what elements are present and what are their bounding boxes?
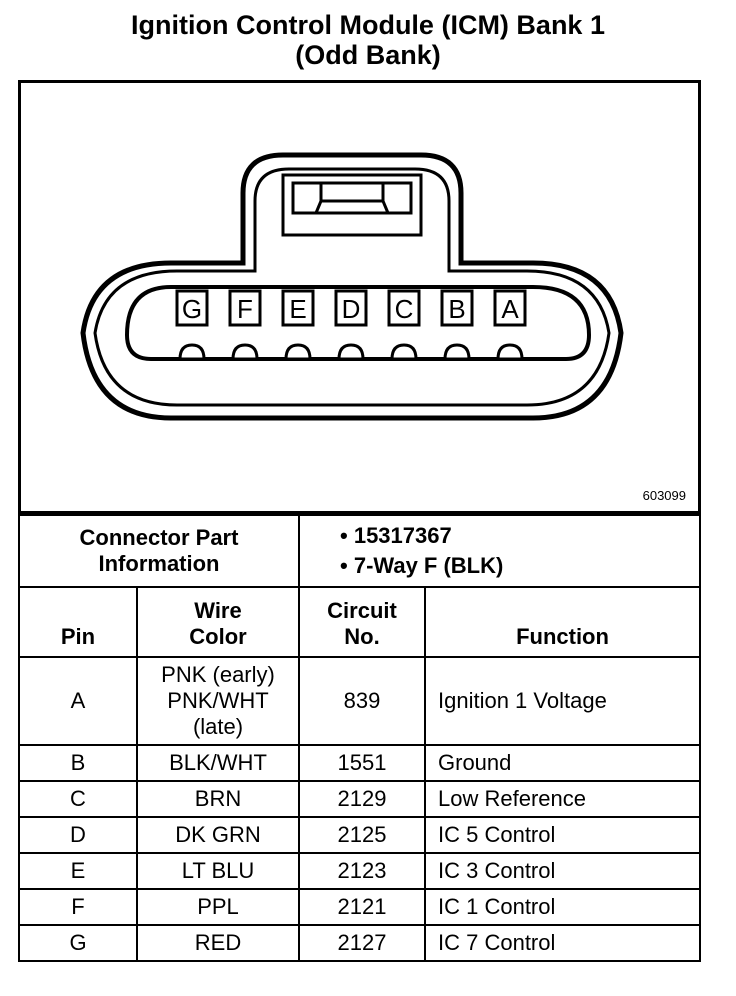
pin-cell: F: [19, 889, 137, 925]
wire-color-cell: [137, 817, 299, 853]
function-cell: Ignition 1 Voltage: [425, 657, 700, 745]
wire-color-text: PNK (early): [161, 662, 275, 687]
pin-key-bump: [392, 345, 416, 359]
pin-row-f: [19, 889, 700, 925]
header-wire-color-line-1: Wire: [194, 598, 242, 623]
title-line-1: Ignition Control Module (ICM) Bank 1: [131, 10, 605, 40]
pinout-rows: [19, 657, 700, 961]
wire-color-text: LT BLU: [181, 858, 255, 883]
bullet: •: [340, 523, 348, 548]
wire-color-cell: [137, 925, 299, 961]
circuit-cell: 2123: [299, 853, 425, 889]
pin-cell: G: [19, 925, 137, 961]
pin-label-f: F: [237, 294, 253, 324]
wire-color-cell: [137, 853, 299, 889]
connector-info-values: [299, 515, 700, 587]
pin-row-g: [19, 925, 700, 961]
pinout-table: [18, 514, 701, 962]
connector-type: [340, 551, 695, 581]
wire-color-cell: [137, 781, 299, 817]
connector-info-label-line-2: Information: [98, 551, 220, 576]
pin-cell: E: [19, 853, 137, 889]
connector-info-row: [19, 515, 700, 587]
pin-row-e: [19, 853, 700, 889]
circuit-cell: 2129: [299, 781, 425, 817]
circuit-cell: 1551: [299, 745, 425, 781]
header-row: [19, 587, 700, 657]
function-cell: IC 3 Control: [425, 853, 700, 889]
header-function: Function: [425, 587, 700, 657]
function-cell: IC 5 Control: [425, 817, 700, 853]
pin-cell: C: [19, 781, 137, 817]
latch-tab: [316, 201, 388, 213]
pin-row-a: [19, 657, 700, 745]
connector-type-text: 7-Way F (BLK): [353, 553, 504, 578]
wire-color-cell: [137, 889, 299, 925]
pin-cell: D: [19, 817, 137, 853]
wire-color-text: PNK/WHT: [167, 688, 269, 713]
wire-color-text: RED: [194, 930, 242, 955]
pin-row-d: [19, 817, 700, 853]
wire-color-text: (late): [192, 714, 244, 739]
pin-key-bump: [233, 345, 257, 359]
pin-key-bump: [180, 345, 204, 359]
pin-label-g: G: [181, 294, 203, 324]
pin-row-c: [19, 781, 700, 817]
connector-drawing: [21, 83, 698, 511]
function-cell: Low Reference: [425, 781, 700, 817]
pin-row-b: [19, 745, 700, 781]
function-cell: IC 7 Control: [425, 925, 700, 961]
pin-label-a: A: [501, 294, 519, 324]
wire-color-cell: [137, 745, 299, 781]
pin-label-b: B: [448, 294, 466, 324]
wire-color-text: DK GRN: [175, 822, 261, 847]
figure-id: 603099: [642, 488, 686, 503]
bullet: •: [340, 553, 348, 578]
wire-color-cell: [137, 657, 299, 745]
pin-key-bump: [498, 345, 522, 359]
header-circuit-line-2: No.: [344, 624, 380, 649]
connector-figure: [18, 80, 701, 514]
wire-color-text: PPL: [197, 894, 239, 919]
connector-info-label-line-1: Connector Part: [79, 525, 239, 550]
connector-info-label: [19, 515, 299, 587]
header-pin: Pin: [19, 587, 137, 657]
header-wire-color: [137, 587, 299, 657]
circuit-cell: 2125: [299, 817, 425, 853]
pin-key-bump: [445, 345, 469, 359]
pin-label-d: D: [341, 294, 361, 324]
wire-color-text: BRN: [194, 786, 242, 811]
circuit-cell: 2127: [299, 925, 425, 961]
pin-cell: A: [19, 657, 137, 745]
header-circuit-line-1: Circuit: [327, 598, 397, 623]
pin-cell: B: [19, 745, 137, 781]
wire-color-text: BLK/WHT: [169, 750, 267, 775]
function-cell: Ground: [425, 745, 700, 781]
circuit-cell: 2121: [299, 889, 425, 925]
title-line-2: (Odd Bank): [295, 40, 441, 70]
pin-label-e: E: [289, 294, 307, 324]
latch-inner: [293, 183, 411, 213]
function-cell: IC 1 Control: [425, 889, 700, 925]
part-number-text: 15317367: [353, 523, 452, 548]
header-wire-color-line-2: Color: [189, 624, 247, 649]
pin-label-c: C: [394, 294, 414, 324]
pin-key-bump: [339, 345, 363, 359]
pin-key-bump: [286, 345, 310, 359]
diagram-title: [0, 10, 736, 70]
circuit-cell: 839: [299, 657, 425, 745]
connector-part-number: [340, 521, 695, 551]
header-circuit: [299, 587, 425, 657]
